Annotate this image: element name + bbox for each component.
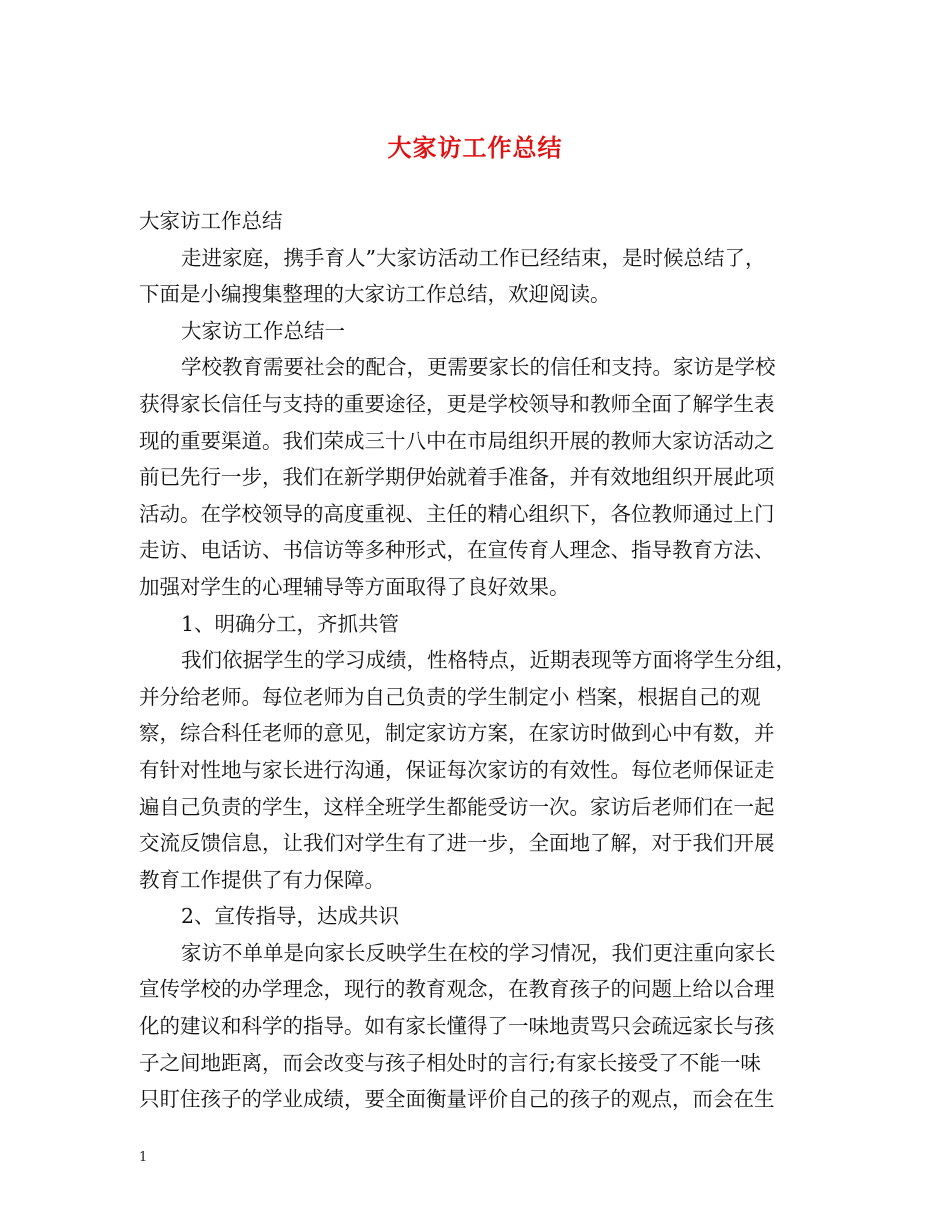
body-line: 化的建议和科学的指导。如有家长懂得了一味地责骂只会疏远家长与孩 xyxy=(139,1014,775,1039)
body-line: 大家访工作总结 xyxy=(139,209,283,233)
body-line: 加强对学生的心理辅导等方面取得了良好效果。 xyxy=(139,574,570,599)
body-line: 家访不单单是向家长反映学生在校的学习情况，我们更注重向家长 xyxy=(181,940,776,965)
body-line: 察，综合科任老师的意见，制定家访方案，在家访时做到心中有数，并 xyxy=(139,721,775,746)
section-heading: 大家访工作总结一 xyxy=(181,318,345,343)
body-line: 现的重要渠道。我们荣成三十八中在市局组织开展的教师大家访活动之 xyxy=(139,428,775,453)
body-line: 宣传学校的办学理念，现行的教育观念，在教育孩子的问题上给以合理 xyxy=(139,977,775,1002)
body-line: 子之间地距离，而会改变与孩子相处时的言行;有家长接受了不能一味 xyxy=(139,1050,761,1075)
body-line: 交流反馈信息，让我们对学生有了进一步，全面地了解，对于我们开展 xyxy=(139,831,775,856)
body-line: 活动。在学校领导的高度重视、主任的精心组织下，各位教师通过上门 xyxy=(139,501,775,526)
body-line: 只盯住孩子的学业成绩，要全面衡量评价自己的孩子的观点，而会在生 xyxy=(139,1087,775,1112)
document-body xyxy=(139,203,829,1118)
body-line: 我们依据学生的学习成绩，性格特点，近期表现等方面将学生分组， xyxy=(181,648,796,673)
body-line: 走访、电话访、书信访等多种形式，在宣传育人理念、指导教育方法、 xyxy=(139,538,775,563)
body-line: 下面是小编搜集整理的大家访工作总结，欢迎阅读。 xyxy=(139,282,611,307)
body-line: 走进家庭，携手育人”大家访活动工作已经结束，是时候总结了， xyxy=(181,245,766,270)
body-line: 遍自己负责的学生，这样全班学生都能受访一次。家访后老师们在一起 xyxy=(139,794,775,819)
document-title: 大家访工作总结 xyxy=(387,133,563,162)
page-number: 1 xyxy=(139,1150,148,1165)
section-heading: 1、明确分工，齐抓共管 xyxy=(181,611,400,636)
body-line: 学校教育需要社会的配合，更需要家长的信任和支持。家访是学校 xyxy=(181,355,776,380)
body-line: 并分给老师。每位老师为自己负责的学生制定小 档案，根据自己的观 xyxy=(139,684,761,709)
body-line: 有针对性地与家长进行沟通，保证每次家访的有效性。每位老师保证走 xyxy=(139,757,775,782)
body-line: 教育工作提供了有力保障。 xyxy=(139,867,385,892)
section-heading: 2、宣传指导，达成共识 xyxy=(181,904,400,929)
body-line: 前已先行一步，我们在新学期伊始就着手准备，并有效地组织开展此项 xyxy=(139,465,775,490)
body-line: 获得家长信任与支持的重要途径，更是学校领导和教师全面了解学生表 xyxy=(139,391,775,416)
